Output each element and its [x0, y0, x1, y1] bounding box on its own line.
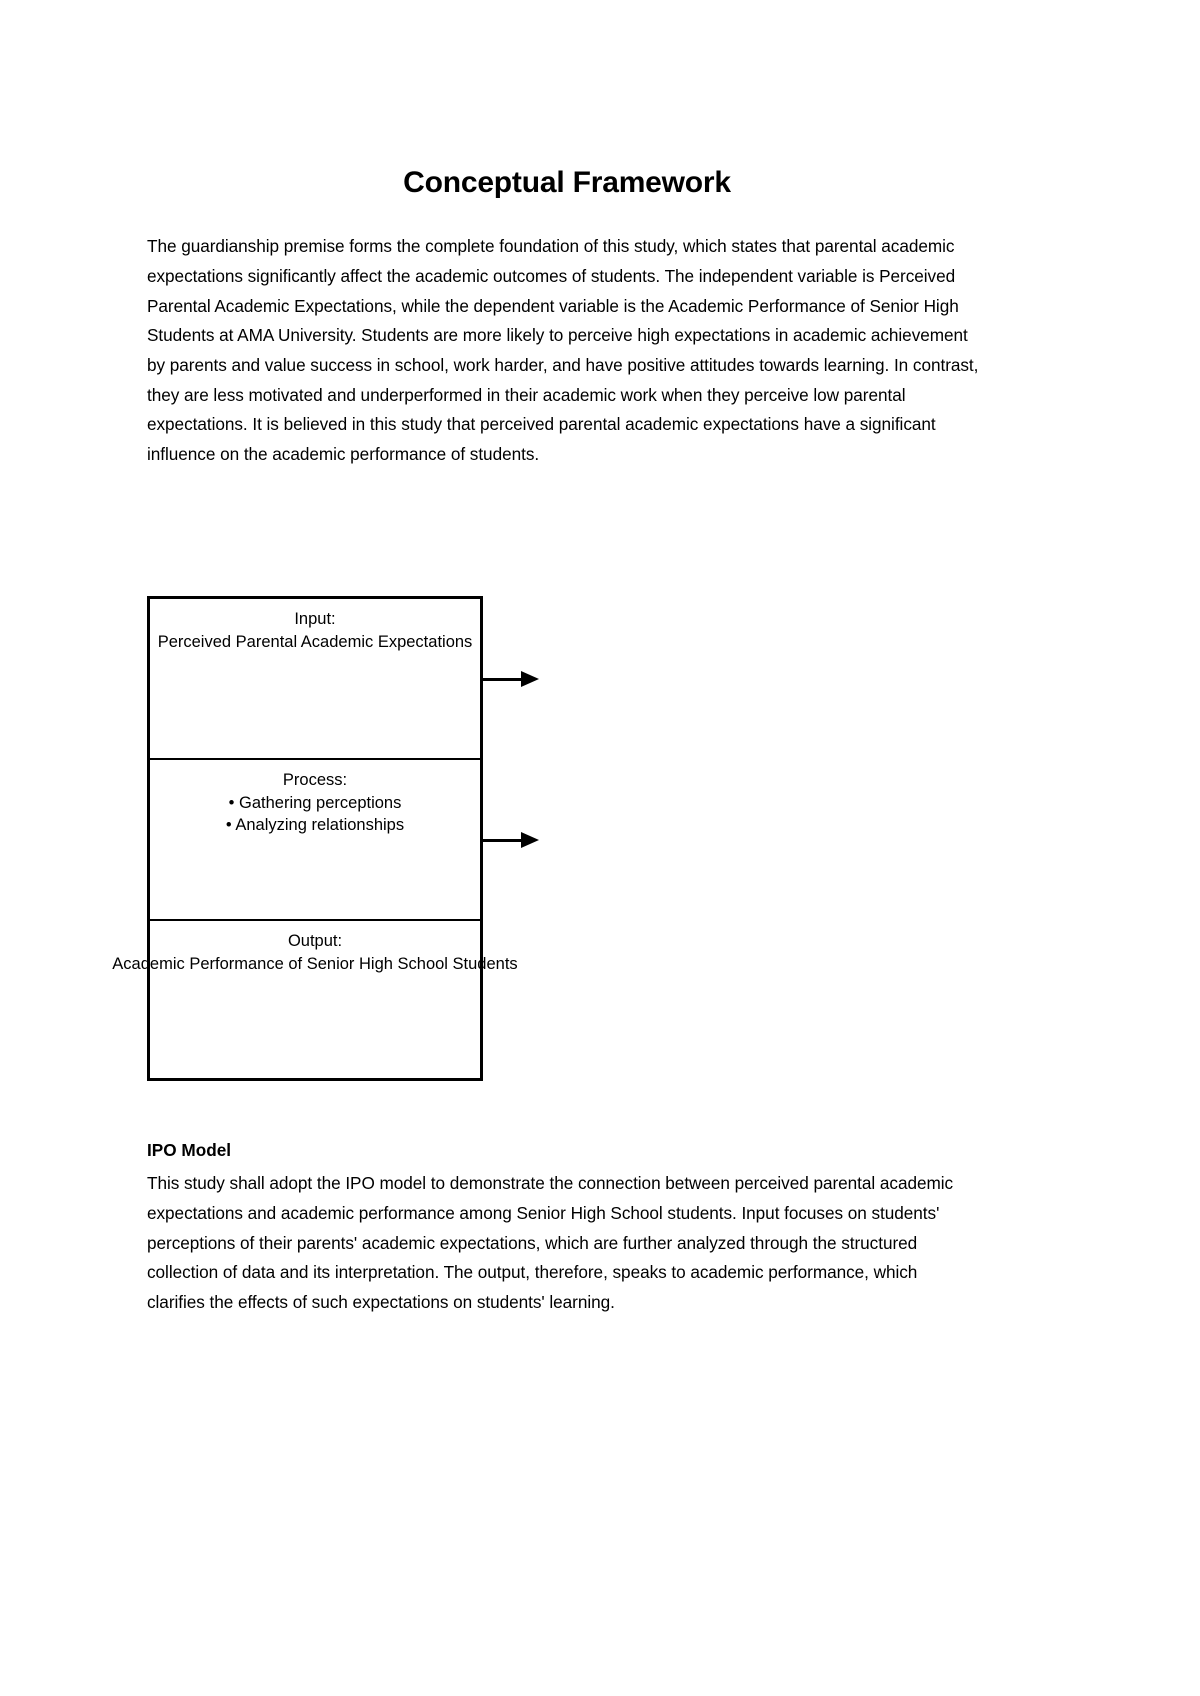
ipo-input-text	[105, 608, 525, 653]
intro-paragraph: The guardianship premise forms the complete foundation of this study, which states that parental academic expectations significantly affect the academic outcomes of students. The independent variable is Perceived Parental Academic Expectations, while the dependent variable is the Academic Performance of Senior High Students at AMA University. Students are more likely to perceive high expectations in academic achievement by parents and value success in school, work harder, and have positive attitudes towards learning. In contrast, they are less motivated and underperformed in their academic work when they perceive low parental expectations. It is believed in this study that perceived parental academic expectations have a significant influence on the academic performance of students.	[147, 236, 979, 465]
ipo-output-label: Output:	[287, 932, 343, 950]
ipo-output-box	[112, 921, 518, 1078]
ipo-process-bullet-2: • Analyzing relationships	[225, 816, 405, 834]
ipo-diagram-frame	[112, 596, 518, 1081]
ipo-model-paragraph: This study shall adopt the IPO model to demonstrate the connection between perceived parental academic expectations and academic performance among Senior High School students. Input focuses on students' perceptions of their parents' academic expectations, which are further analyzed through the structured collection of data and its interpretation. The output, therefore, speaks to academic performance, which clarifies the effects of such expectations on students' learning.	[147, 1173, 954, 1312]
ipo-process-box	[150, 760, 480, 921]
arrow-right-icon-process-to-output	[483, 830, 541, 852]
ipo-process-label: Process:	[282, 771, 348, 789]
ipo-output-content: Academic Performance of Senior High School Students	[112, 954, 518, 973]
ipo-input-content: Perceived Parental Academic Expectations	[157, 632, 473, 651]
ipo-output-text	[105, 930, 525, 975]
ipo-input-box	[150, 599, 480, 760]
arrow-head	[521, 671, 539, 687]
arrow-right-icon-input-to-process	[483, 669, 541, 691]
ipo-model-heading: IPO Model	[147, 1140, 232, 1161]
ipo-process-text	[105, 769, 525, 837]
arrow-head	[521, 832, 539, 848]
ipo-diagram	[112, 596, 518, 1081]
ipo-process-bullet-1: • Gathering perceptions	[228, 793, 402, 812]
ipo-input-label: Input:	[294, 610, 336, 628]
page-title: Conceptual Framework	[403, 166, 731, 200]
